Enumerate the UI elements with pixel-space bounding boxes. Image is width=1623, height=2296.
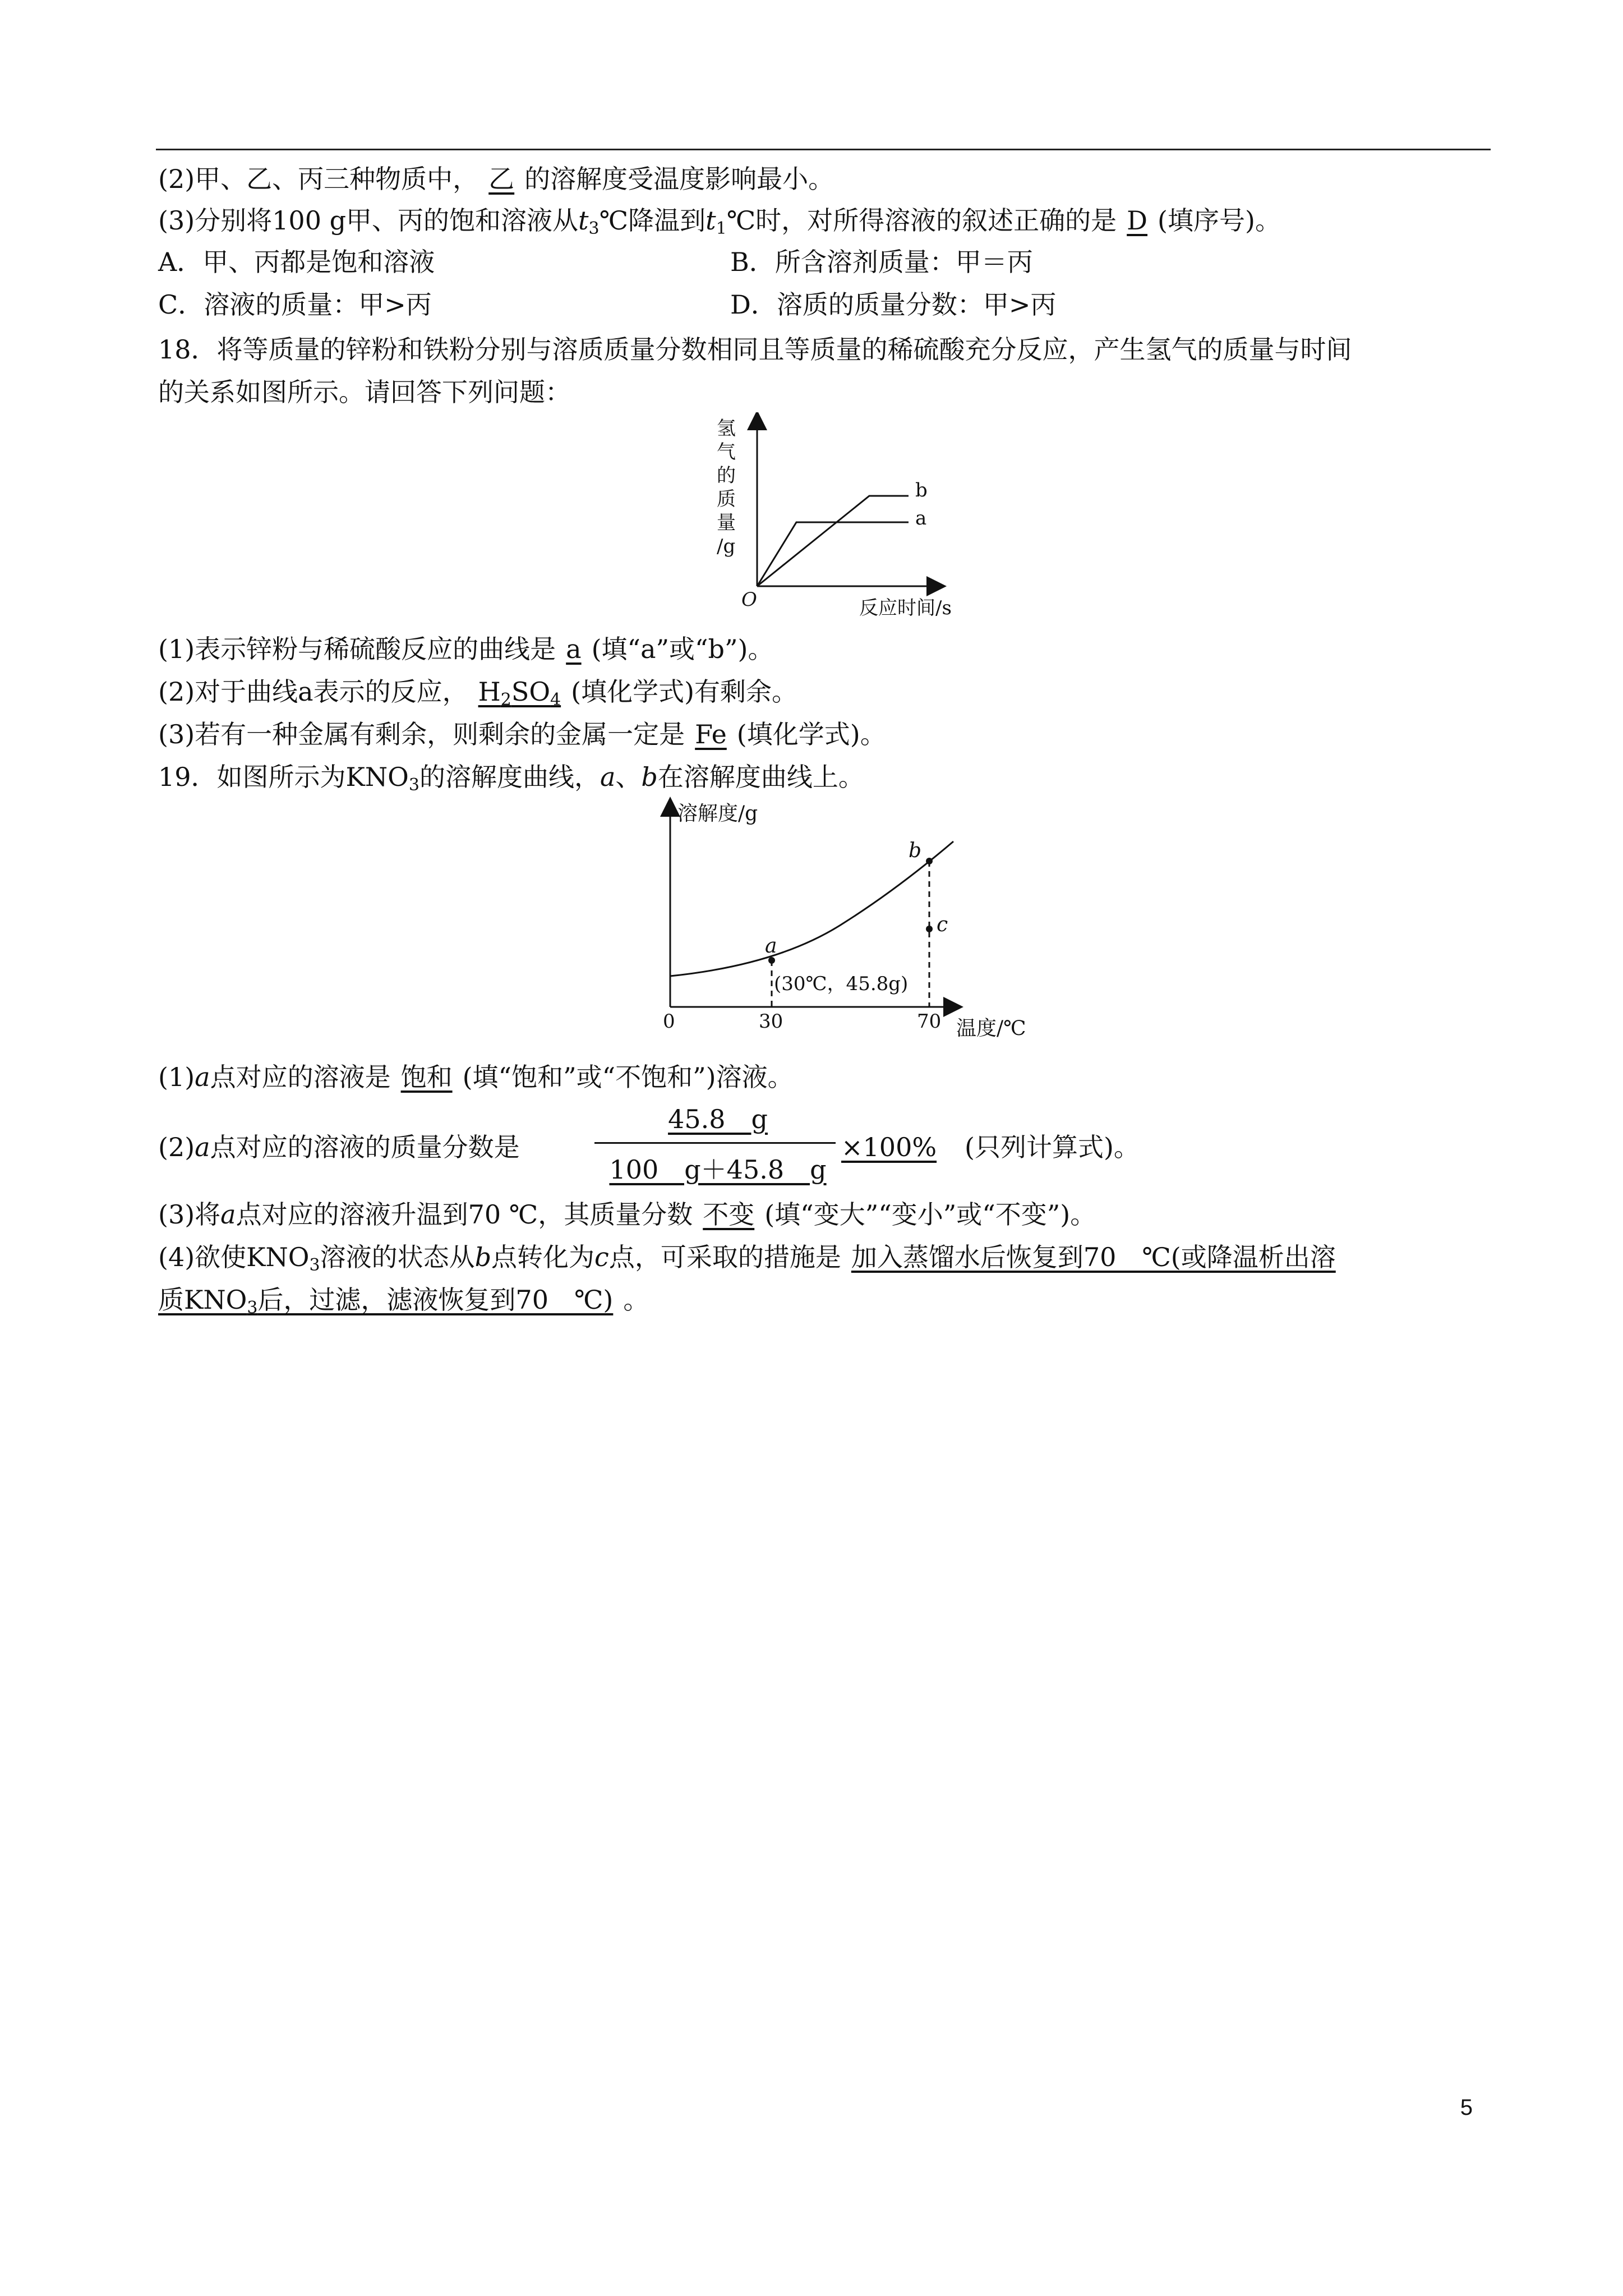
q18-part2-answer: $H_2SO_4$ — [478, 677, 561, 710]
x-axis-label: 温度/℃ — [956, 1017, 1026, 1040]
q19-part4-answer-2: 质$KNO_3$后，过滤，滤液恢复到70 ℃) — [158, 1285, 614, 1318]
q19-part1-answer: 饱和 — [400, 1062, 453, 1092]
point-a-coordinates: (30℃，45.8g) — [774, 973, 909, 995]
y-axis-label-char: /g — [717, 535, 736, 558]
x-axis-label: 反应时间/s — [859, 597, 952, 619]
q17-options-row2 — [158, 285, 1057, 324]
q19-part2-tail: (只列计算式)。 — [965, 1132, 1140, 1162]
tick-30: 30 — [759, 1010, 783, 1033]
kno3-solubility-chart — [634, 797, 1060, 1055]
q19-part4-line2: 质$KNO_3$后，过滤，滤液恢复到70 ℃) 。 — [158, 1285, 649, 1318]
fraction-numerator: 45.8 g — [668, 1104, 768, 1134]
q19-part1: (1)a点对应的溶液是 饱和 (填“饱和”或“不饱和”)溶液。 — [158, 1062, 794, 1092]
y-axis-label-char: 氢 — [717, 417, 736, 440]
q18-stem-line2: 的关系如图所示。请回答下列问题： — [158, 377, 571, 407]
q18-part1-answer: a — [566, 634, 582, 664]
tick-70: 70 — [917, 1010, 942, 1033]
y-axis-label-char: 质 — [717, 488, 736, 510]
q19-part4-line1: (4)欲使$KNO_3$溶液的状态从b点转化为c点，可采取的措施是 加入蒸馏水后恢复到70 ℃(或降温析出溶 — [158, 1237, 1346, 1277]
curve-b — [757, 496, 909, 586]
q19-stem: 19．如图所示为$KNO_3$的溶解度曲线，a、b在溶解度曲线上。 — [158, 762, 864, 795]
q19-part3: (3)将a点对应的溶液升温到70 ℃，其质量分数 不变 (填“变大”“变小”或“不变”)。 — [158, 1199, 1096, 1230]
fraction-bar — [594, 1142, 836, 1144]
q19-part3-answer: 不变 — [703, 1199, 755, 1230]
point-a — [768, 957, 775, 964]
q19-part2: (2)a点对应的溶液的质量分数是 — [158, 1132, 520, 1162]
y-axis-label-char: 气 — [717, 441, 736, 463]
curve-a-label: a — [915, 507, 927, 530]
tick-0: 0 — [663, 1010, 675, 1033]
y-axis-label — [717, 417, 736, 558]
page-number: 5 — [1460, 2095, 1473, 2120]
origin-label: O — [741, 588, 757, 611]
q17-part3-answer: D — [1127, 205, 1148, 236]
header-rule — [156, 149, 1491, 150]
point-c — [926, 926, 933, 932]
fraction-denominator: 100 g＋45.8 g — [609, 1154, 827, 1185]
option-c: C．溶液的质量：甲>丙 — [158, 289, 432, 320]
q18-part3: (3)若有一种金属有剩余，则剩余的金属一定是 Fe (填化学式)。 — [158, 719, 886, 749]
q18-part2: (2)对于曲线a表示的反应， $H_2SO_4$ (填化学式)有剩余。 — [158, 677, 798, 710]
option-a: A．甲、丙都是饱和溶液 — [158, 247, 435, 277]
q18-part1: (1)表示锌粉与稀硫酸反应的曲线是 a (填“a”或“b”)。 — [158, 634, 774, 664]
curve-b-label: b — [915, 479, 928, 501]
y-axis-label: 溶解度/g — [677, 802, 758, 825]
q17-part3: (3)分别将100 g甲、丙的饱和溶液从$t_3℃$降温到$t_1℃$时，对所得溶液的叙述正确的是 D (填序号)。 — [158, 205, 1281, 238]
point-c-label: c — [937, 913, 948, 936]
option-b: B．所含溶剂质量：甲＝丙 — [730, 247, 1033, 277]
q17-part2: (2)甲、乙、丙三种物质中， 乙 的溶解度受温度影响最小。 — [158, 164, 834, 194]
q17-part2-answer: 乙 — [488, 164, 515, 194]
point-b — [926, 858, 933, 864]
fraction-times: ×100% — [841, 1132, 937, 1162]
point-b-label: b — [909, 839, 922, 862]
hydrogen-mass-chart — [712, 412, 1004, 623]
q18-part3-answer: Fe — [695, 719, 727, 749]
y-axis-label-char: 的 — [717, 464, 736, 487]
y-axis-label-char: 量 — [717, 512, 736, 534]
q18-stem-line1: 18．将等质量的锌粉和铁粉分别与溶质质量分数相同且等质量的稀硫酸充分反应，产生氢气的质量与时间 — [158, 334, 1352, 365]
curve-a — [757, 522, 909, 586]
q17-options-row1 — [158, 242, 1033, 282]
option-d: D．溶质的质量分数：甲>丙 — [730, 289, 1057, 320]
point-a-label: a — [765, 935, 777, 958]
q19-part4-answer-1: 加入蒸馏水后恢复到70 ℃(或降温析出溶 — [851, 1242, 1336, 1272]
